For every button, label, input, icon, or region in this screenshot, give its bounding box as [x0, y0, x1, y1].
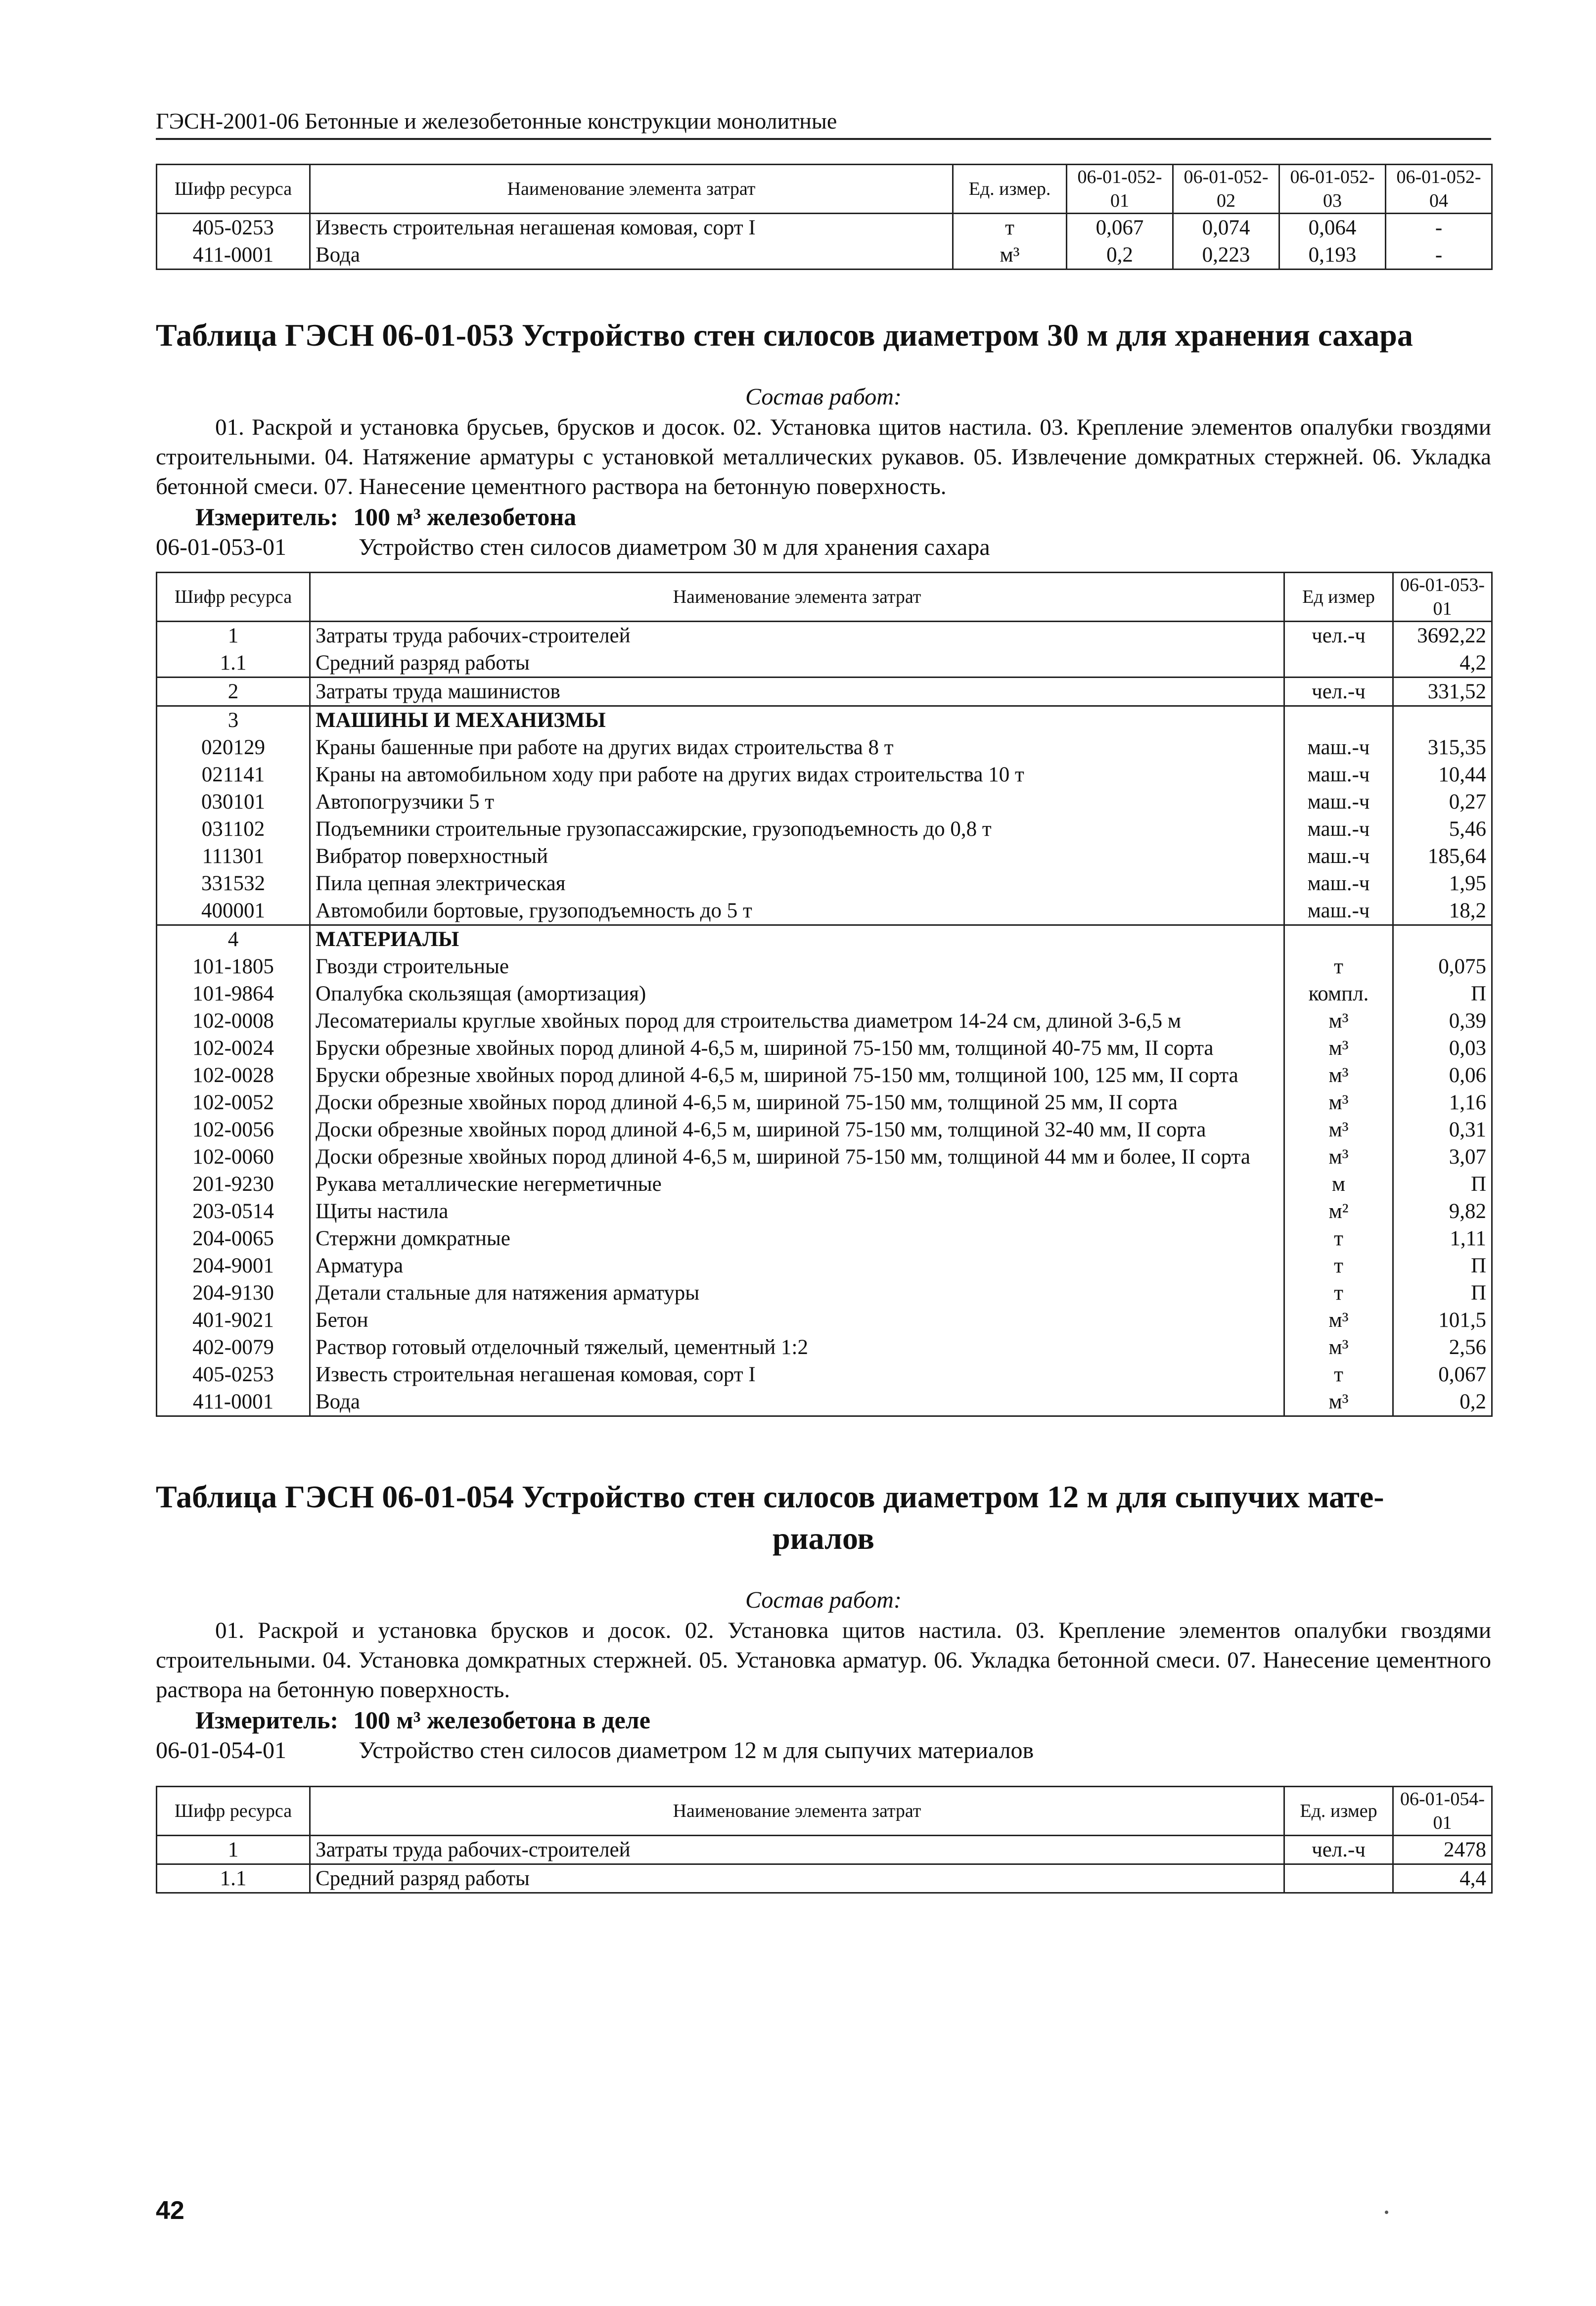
cell-value: 0,067 — [1393, 1361, 1492, 1388]
cell-code: 204-9130 — [157, 1279, 310, 1307]
table-header — [157, 1787, 1492, 1836]
cell-name: Вода — [310, 241, 953, 270]
cell-unit — [1284, 706, 1393, 734]
cell-name: Известь строительная негашеная комовая, сорт I — [310, 1361, 1284, 1388]
cell-value: 0,223 — [1173, 241, 1279, 270]
table-body — [157, 214, 1492, 270]
table-row — [157, 1334, 1492, 1361]
cell-code: 102-0052 — [157, 1089, 310, 1116]
cell-name: Затраты труда рабочих-строителей — [310, 622, 1284, 650]
cell-value: 4,2 — [1393, 649, 1492, 678]
cell-unit: чел.-ч — [1284, 678, 1393, 706]
cell-name: Пила цепная электрическая — [310, 870, 1284, 897]
cell-unit — [1284, 649, 1393, 678]
cell-unit: маш.-ч — [1284, 788, 1393, 815]
table-row — [157, 706, 1492, 734]
cell-value: - — [1386, 241, 1492, 270]
cell-name: Гвозди строительные — [310, 953, 1284, 980]
subtable-code: 06-01-054-01 — [156, 1737, 286, 1763]
cell-name: Бруски обрезные хвойных пород длиной 4-6,5 м, шириной 75-150 мм, толщиной 100, 125 мм, II сорта — [310, 1062, 1284, 1089]
cell-name: Бетон — [310, 1307, 1284, 1334]
cell-code: 111301 — [157, 843, 310, 870]
cell-unit: м³ — [1284, 1007, 1393, 1035]
cell-unit: маш.-ч — [1284, 734, 1393, 761]
cell-value: 3692,22 — [1393, 622, 1492, 650]
col-unit: Ед. измер — [1284, 1787, 1393, 1836]
cell-name: Опалубка скользящая (амортизация) — [310, 980, 1284, 1007]
table-row — [157, 649, 1492, 678]
cell-code: 402-0079 — [157, 1334, 310, 1361]
cell-code: 1 — [157, 1836, 310, 1864]
cell-unit: т — [1284, 953, 1393, 980]
cell-code: 020129 — [157, 734, 310, 761]
table-row — [157, 1279, 1492, 1307]
cell-code: 102-0060 — [157, 1143, 310, 1171]
cell-name: Подъемники строительные грузопассажирские, грузоподъемность до 0,8 т — [310, 815, 1284, 843]
subtable-code: 06-01-053-01 — [156, 534, 286, 560]
cell-value: 4,4 — [1393, 1864, 1492, 1893]
cell-value: 1,95 — [1393, 870, 1492, 897]
cell-name: Доски обрезные хвойных пород длиной 4-6,5 м, шириной 75-150 мм, толщиной 32-40 мм, II сорта — [310, 1116, 1284, 1143]
measure-label: Измеритель: — [195, 1706, 339, 1734]
table-title: Таблица ГЭСН 06-01-053 Устройство стен силосов диаметром 30 м для хранения сахара — [156, 317, 1413, 353]
subtable-heading — [156, 1735, 1491, 1766]
cell-unit: маш.-ч — [1284, 897, 1393, 925]
col-value: 06-01-054-01 — [1393, 1787, 1492, 1836]
cell-value: 0,067 — [1067, 214, 1173, 242]
cell-code: 4 — [157, 925, 310, 953]
cell-code: 101-9864 — [157, 980, 310, 1007]
cell-unit: м³ — [1284, 1334, 1393, 1361]
cell-name: Известь строительная негашеная комовая, сорт I — [310, 214, 953, 242]
cell-code: 1.1 — [157, 1864, 310, 1893]
cell-code: 201-9230 — [157, 1171, 310, 1198]
cell-name: Краны на автомобильном ходу при работе на других видах строительства 10 т — [310, 761, 1284, 788]
cell-value: 0,27 — [1393, 788, 1492, 815]
cell-value: 0,39 — [1393, 1007, 1492, 1035]
cell-value: 185,64 — [1393, 843, 1492, 870]
cell-code: 1.1 — [157, 649, 310, 678]
cell-code: 102-0028 — [157, 1062, 310, 1089]
table-title-line1: Таблица ГЭСН 06-01-054 Устройство стен силосов диаметром 12 м для сыпучих мате- — [156, 1479, 1384, 1514]
table-row — [157, 1361, 1492, 1388]
cell-unit: маш.-ч — [1284, 870, 1393, 897]
cell-unit: маш.-ч — [1284, 761, 1393, 788]
table-row — [157, 870, 1492, 897]
cell-unit: т — [1284, 1361, 1393, 1388]
col-value: 06-01-053-01 — [1393, 573, 1492, 622]
cell-value: 0,075 — [1393, 953, 1492, 980]
cell-code: 030101 — [157, 788, 310, 815]
cell-name: Стержни домкратные — [310, 1225, 1284, 1252]
table-title — [156, 1476, 1491, 1559]
table-054 — [156, 1786, 1493, 1894]
table-row — [157, 815, 1492, 843]
cell-name: Рукава металлические негерметичные — [310, 1171, 1284, 1198]
col-unit: Ед. измер. — [953, 165, 1067, 214]
cell-unit: м³ — [953, 241, 1067, 270]
cell-name: Средний разряд работы — [310, 1864, 1284, 1893]
cell-value: 101,5 — [1393, 1307, 1492, 1334]
cell-unit: м³ — [1284, 1062, 1393, 1089]
cell-unit: т — [1284, 1252, 1393, 1279]
table-row — [157, 980, 1492, 1007]
composition-label: Состав работ: — [745, 1587, 902, 1613]
cell-code: 102-0024 — [157, 1035, 310, 1062]
cell-unit: м³ — [1284, 1143, 1393, 1171]
col-name: Наименование элемента затрат — [310, 573, 1284, 622]
cell-value: 1,16 — [1393, 1089, 1492, 1116]
measure-line — [195, 501, 1491, 532]
cell-unit: компл. — [1284, 980, 1393, 1007]
table-row — [157, 897, 1492, 925]
table-053 — [156, 572, 1493, 1417]
cell-name: Вода — [310, 1388, 1284, 1416]
cell-code: 031102 — [157, 815, 310, 843]
cell-unit: т — [1284, 1225, 1393, 1252]
cell-code: 102-0056 — [157, 1116, 310, 1143]
col-code: Шифр ресурса — [157, 573, 310, 622]
cell-code: 021141 — [157, 761, 310, 788]
cell-value: 2,56 — [1393, 1334, 1492, 1361]
cell-name: Доски обрезные хвойных пород длиной 4-6,5 м, шириной 75-150 мм, толщиной 44 мм и более, II сорта — [310, 1143, 1284, 1171]
cell-value: 18,2 — [1393, 897, 1492, 925]
cell-name: Щиты настила — [310, 1198, 1284, 1225]
cell-value: 10,44 — [1393, 761, 1492, 788]
cell-value: 0,06 — [1393, 1062, 1492, 1089]
cell-name: МАШИНЫ И МЕХАНИЗМЫ — [310, 706, 1284, 734]
table-row — [157, 1143, 1492, 1171]
col-value: 06-01-052-01 — [1067, 165, 1173, 214]
table-row — [157, 1062, 1492, 1089]
cell-unit: маш.-ч — [1284, 815, 1393, 843]
table-row — [157, 1089, 1492, 1116]
table-body — [157, 1836, 1492, 1893]
cell-name: Автомобили бортовые, грузоподъемность до 5 т — [310, 897, 1284, 925]
cell-value: 315,35 — [1393, 734, 1492, 761]
table-body — [157, 622, 1492, 1416]
cell-code: 411-0001 — [157, 1388, 310, 1416]
running-header: ГЭСН-2001-06 Бетонные и железобетонные конструкции монолитные — [156, 106, 1491, 140]
table-header — [157, 573, 1492, 622]
table-row — [157, 1252, 1492, 1279]
cell-value: П — [1393, 980, 1492, 1007]
measure-label: Измеритель: — [195, 503, 339, 531]
table-row — [157, 761, 1492, 788]
cell-name: Автопогрузчики 5 т — [310, 788, 1284, 815]
col-unit: Ед измер — [1284, 573, 1393, 622]
cell-unit: м — [1284, 1171, 1393, 1198]
cell-code: 400001 — [157, 897, 310, 925]
col-code: Шифр ресурса — [157, 165, 310, 214]
cell-unit: маш.-ч — [1284, 843, 1393, 870]
cell-code: 1 — [157, 622, 310, 650]
table-row — [157, 1171, 1492, 1198]
table-row — [157, 1388, 1492, 1416]
table-row — [157, 1836, 1492, 1864]
cell-value: 2478 — [1393, 1836, 1492, 1864]
cell-name: Вибратор поверхностный — [310, 843, 1284, 870]
cell-unit: м² — [1284, 1198, 1393, 1225]
measure-value: 100 м³ железобетона — [353, 503, 577, 531]
document-page — [156, 106, 1491, 1894]
cell-code: 203-0514 — [157, 1198, 310, 1225]
table-row — [157, 1116, 1492, 1143]
cell-name: Краны башенные при работе на других видах строительства 8 т — [310, 734, 1284, 761]
cell-value: - — [1386, 214, 1492, 242]
table-row — [157, 622, 1492, 650]
cell-code: 331532 — [157, 870, 310, 897]
cell-code: 102-0008 — [157, 1007, 310, 1035]
composition-label: Состав работ: — [745, 384, 902, 410]
col-value: 06-01-052-02 — [1173, 165, 1279, 214]
cell-value — [1393, 706, 1492, 734]
cell-unit: т — [953, 214, 1067, 242]
cell-code: 204-0065 — [157, 1225, 310, 1252]
composition-text: 01. Раскрой и установка брусков и досок. 02. Установка щитов настила. 03. Крепление элементов опалубки гвоздями строительными. 04. Установка домкратных стержней. 05. Установка арматур. 06. Укладка бетонной смеси. 07. Нанесение цементного раствора на бетонную поверхность. — [156, 1618, 1491, 1703]
subtable-name: Устройство стен силосов диаметром 12 м для сыпучих материалов — [359, 1737, 1034, 1763]
cell-unit: т — [1284, 1279, 1393, 1307]
page-number: 42 — [156, 2196, 184, 2225]
table-row — [157, 1864, 1492, 1893]
measure-line — [195, 1705, 1491, 1735]
table-row — [157, 1307, 1492, 1334]
cell-name: Раствор готовый отделочный тяжелый, цементный 1:2 — [310, 1334, 1284, 1361]
cell-name: Затраты труда рабочих-строителей — [310, 1836, 1284, 1864]
cell-code: 401-9021 — [157, 1307, 310, 1334]
table-row — [157, 1007, 1492, 1035]
cell-unit: чел.-ч — [1284, 622, 1393, 650]
cell-value: П — [1393, 1252, 1492, 1279]
cell-value: 0,31 — [1393, 1116, 1492, 1143]
table-row — [157, 788, 1492, 815]
cell-unit — [1284, 1864, 1393, 1893]
col-name: Наименование элемента затрат — [310, 1787, 1284, 1836]
cell-unit: м³ — [1284, 1307, 1393, 1334]
cell-value: 0,2 — [1067, 241, 1173, 270]
table-row — [157, 734, 1492, 761]
col-value: 06-01-052-04 — [1386, 165, 1492, 214]
col-code: Шифр ресурса — [157, 1787, 310, 1836]
cell-value: 331,52 — [1393, 678, 1492, 706]
cell-value: 0,03 — [1393, 1035, 1492, 1062]
table-title-line2: риалов — [773, 1521, 874, 1556]
cell-unit: чел.-ч — [1284, 1836, 1393, 1864]
table-row — [157, 214, 1492, 242]
subtable-heading — [156, 532, 1491, 563]
scan-speck — [1385, 2211, 1388, 2214]
cell-code: 405-0253 — [157, 1361, 310, 1388]
table-row — [157, 925, 1492, 953]
cell-unit: м³ — [1284, 1035, 1393, 1062]
cell-value: 0,2 — [1393, 1388, 1492, 1416]
cell-value: 0,064 — [1279, 214, 1386, 242]
cell-unit: м³ — [1284, 1388, 1393, 1416]
table-row — [157, 678, 1492, 706]
cell-name: Средний разряд работы — [310, 649, 1284, 678]
cell-code: 204-9001 — [157, 1252, 310, 1279]
col-value: 06-01-052-03 — [1279, 165, 1386, 214]
cell-code: 411-0001 — [157, 241, 310, 270]
cell-value — [1393, 925, 1492, 953]
cell-value: 9,82 — [1393, 1198, 1492, 1225]
table-header — [157, 165, 1492, 214]
cell-value: 0,074 — [1173, 214, 1279, 242]
cell-name: Детали стальные для натяжения арматуры — [310, 1279, 1284, 1307]
cell-value: 5,46 — [1393, 815, 1492, 843]
table-row — [157, 953, 1492, 980]
cell-value: 0,193 — [1279, 241, 1386, 270]
cell-value: П — [1393, 1279, 1492, 1307]
cell-name: Доски обрезные хвойных пород длиной 4-6,5 м, шириной 75-150 мм, толщиной 25 мм, II сорта — [310, 1089, 1284, 1116]
cell-name: МАТЕРИАЛЫ — [310, 925, 1284, 953]
composition-text: 01. Раскрой и установка брусьев, брусков и досок. 02. Установка щитов настила. 03. Крепление элементов опалубки гвоздями строительными. 04. Натяжение арматуры с установкой металлических рукавов. 05. Извлечение домкратных стержней. 06. Укладка бетонной смеси. 07. Нанесение цементного раствора на бетонную поверхность. — [156, 414, 1491, 499]
cell-unit: м³ — [1284, 1089, 1393, 1116]
cell-name: Бруски обрезные хвойных пород длиной 4-6,5 м, шириной 75-150 мм, толщиной 40-75 мм, II сорта — [310, 1035, 1284, 1062]
cell-code: 2 — [157, 678, 310, 706]
cell-value: П — [1393, 1171, 1492, 1198]
table-row — [157, 241, 1492, 270]
cell-unit: м³ — [1284, 1116, 1393, 1143]
cell-unit — [1284, 925, 1393, 953]
cell-name: Лесоматериалы круглые хвойных пород для строительства диаметром 14-24 см, длиной 3-6,5 м — [310, 1007, 1284, 1035]
cell-code: 405-0253 — [157, 214, 310, 242]
cell-name: Затраты труда машинистов — [310, 678, 1284, 706]
cell-value: 1,11 — [1393, 1225, 1492, 1252]
table-prev — [156, 164, 1493, 270]
cell-code: 101-1805 — [157, 953, 310, 980]
cell-value: 3,07 — [1393, 1143, 1492, 1171]
table-row — [157, 1225, 1492, 1252]
table-row — [157, 1198, 1492, 1225]
measure-value: 100 м³ железобетона в деле — [353, 1706, 650, 1734]
table-row — [157, 843, 1492, 870]
cell-name: Арматура — [310, 1252, 1284, 1279]
col-name: Наименование элемента затрат — [310, 165, 953, 214]
table-row — [157, 1035, 1492, 1062]
subtable-name: Устройство стен силосов диаметром 30 м для хранения сахара — [359, 534, 990, 560]
cell-code: 3 — [157, 706, 310, 734]
